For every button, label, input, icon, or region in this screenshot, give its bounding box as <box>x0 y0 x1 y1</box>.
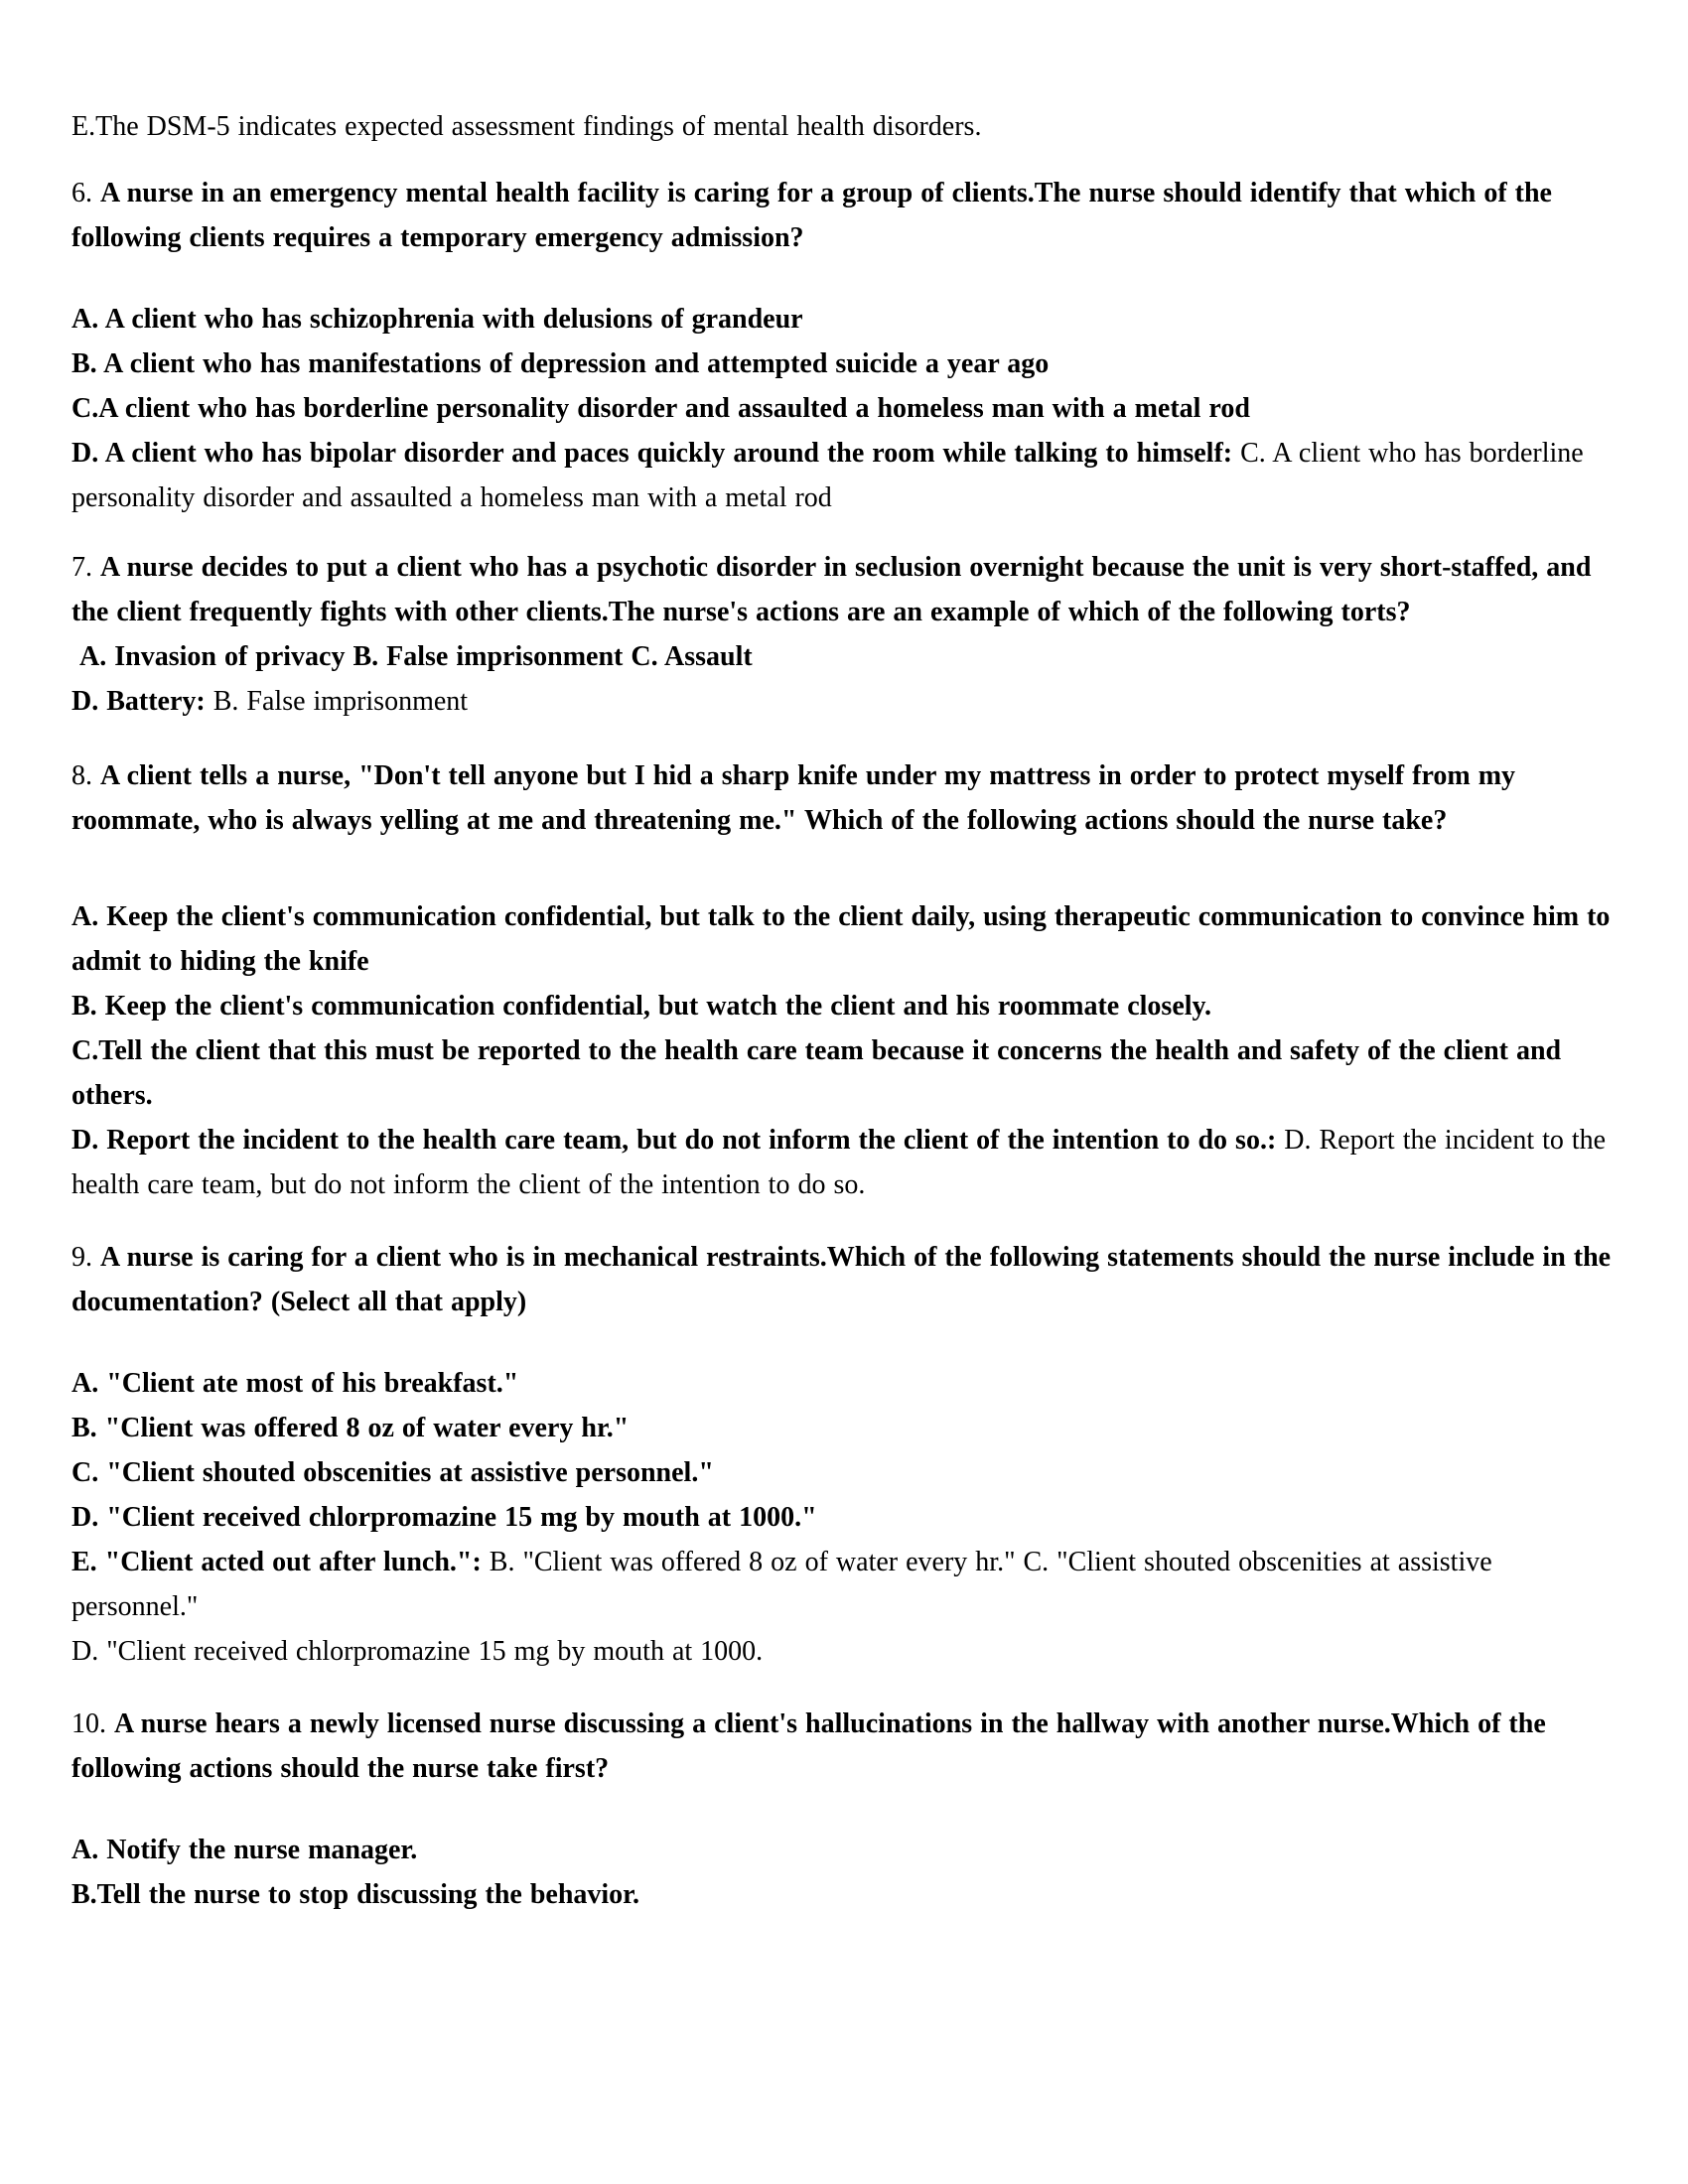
question-7-line-2 <box>71 634 1620 679</box>
question-9-options-line-4 <box>71 1495 1620 1540</box>
question-9-stem <box>71 1235 1628 1324</box>
question-9-stem-line-1 <box>71 1235 1620 1324</box>
text-segment: B. False imprisonment <box>205 686 469 717</box>
text-segment: B. "Client was offered 8 oz of water every hr." C. "Client shouted obscenities at assistive personnel." <box>71 1547 1500 1622</box>
bold-text-segment: B. "Client was offered 8 oz of water every hr." <box>71 1413 630 1443</box>
bold-text-segment: A. Keep the client's communication confidential, but talk to the client daily, using therapeutic communication to convince him to admit to hiding the knife <box>71 901 1618 977</box>
bold-text-segment: D. "Client received chlorpromazine 15 mg by mouth at 1000." <box>71 1502 817 1533</box>
bold-text-segment: A. "Client ate most of his breakfast." <box>71 1368 519 1399</box>
question-6-options-line-4 <box>71 431 1620 520</box>
bold-text-segment: B. Keep the client's communication confidential, but watch the client and his roommate closely. <box>71 991 1211 1022</box>
bold-text-segment: A client tells a nurse, "Don't tell anyone but I hid a sharp knife under my mattress in order to protect myself from my roommate, who is always yelling at me and threatening me." Which of the following actions should the nurse take? <box>71 760 1524 836</box>
text-segment: 7. <box>71 552 100 583</box>
bold-text-segment: D. Report the incident to the health care team, but do not inform the client of the intention to do so.: <box>71 1125 1277 1156</box>
question-8-options-line-2 <box>71 984 1620 1028</box>
question-7-line-1 <box>71 545 1620 634</box>
bold-text-segment: B.Tell the nurse to stop discussing the behavior. <box>71 1879 640 1910</box>
question-9-options <box>71 1361 1628 1674</box>
question-8-options-line-4 <box>71 1118 1620 1207</box>
bold-text-segment: D. Battery: <box>71 686 206 717</box>
question-10-options-line-1 <box>71 1828 1620 1872</box>
text-segment: 10. <box>71 1708 114 1739</box>
question-6-options-line-3 <box>71 386 1620 431</box>
question-10-options <box>71 1828 1628 1917</box>
question-9-options-line-6 <box>71 1629 1620 1674</box>
question-6-stem-line-1 <box>71 171 1620 260</box>
question-6-stem <box>71 171 1628 260</box>
bold-text-segment: C.A client who has borderline personality disorder and assaulted a homeless man with a metal rod <box>71 393 1250 424</box>
question-7 <box>71 545 1628 724</box>
question-10-stem <box>71 1702 1628 1791</box>
text-segment: C. A client who has borderline personality disorder and assaulted a homeless man with a metal rod <box>71 438 1592 513</box>
text-segment: D. Report the incident to the health care team, but do not inform the client of the intention to do so. <box>71 1125 1615 1200</box>
text-segment: D. "Client received chlorpromazine 15 mg by mouth at 1000. <box>71 1636 764 1667</box>
question-7-line-3 <box>71 679 1620 724</box>
bold-text-segment: A. Invasion of privacy B. False imprisonment C. Assault <box>71 641 753 672</box>
answer-line-e <box>71 104 1628 149</box>
bold-text-segment: D. A client who has bipolar disorder and paces quickly around the room while talking to himself: <box>71 438 1233 469</box>
question-8-options <box>71 894 1628 1207</box>
question-6-options-line-2 <box>71 341 1620 386</box>
question-9-options-line-1 <box>71 1361 1620 1406</box>
bold-text-segment: A nurse hears a newly licensed nurse discussing a client's hallucinations in the hallway with another nurse.Which of the following actions should the nurse take first? <box>71 1708 1554 1784</box>
bold-text-segment: A nurse in an emergency mental health facility is caring for a group of clients.The nurse should identify that which of the following clients requires a temporary emergency admission? <box>71 178 1560 253</box>
text-segment: 9. <box>71 1242 100 1273</box>
answer-line-e-line-1 <box>71 104 1620 149</box>
bold-text-segment: A. Notify the nurse manager. <box>71 1835 418 1865</box>
bold-text-segment: C. "Client shouted obscenities at assistive personnel." <box>71 1457 714 1488</box>
bold-text-segment: A. A client who has schizophrenia with delusions of grandeur <box>71 304 803 335</box>
text-segment: 8. <box>71 760 100 791</box>
bold-text-segment: E. "Client acted out after lunch.": <box>71 1547 482 1577</box>
question-9-options-line-5 <box>71 1540 1620 1629</box>
question-8-stem-line-1 <box>71 753 1620 843</box>
question-8-options-line-3 <box>71 1028 1620 1118</box>
bold-text-segment: A nurse is caring for a client who is in mechanical restraints.Which of the following statements should the nurse include in the documentation? (Select all that apply) <box>71 1242 1619 1317</box>
question-8-options-line-1 <box>71 894 1620 984</box>
bold-text-segment: A nurse decides to put a client who has a psychotic disorder in seclusion overnight because the unit is very short-staffed, and the client frequently fights with other clients.The nurse's actions are an example of which of the following torts? <box>71 552 1600 627</box>
question-6-options-line-1 <box>71 297 1620 341</box>
bold-text-segment: C.Tell the client that this must be reported to the health care team because it concerns the health and safety of the client and others. <box>71 1035 1570 1111</box>
question-6-options <box>71 297 1628 520</box>
text-segment: 6. <box>71 178 100 208</box>
question-10-options-line-2 <box>71 1872 1620 1917</box>
bold-text-segment: B. A client who has manifestations of depression and attempted suicide a year ago <box>71 348 1050 379</box>
question-9-options-line-2 <box>71 1406 1620 1450</box>
text-segment: E.The DSM-5 indicates expected assessment findings of mental health disorders. <box>71 111 982 142</box>
question-10-stem-line-1 <box>71 1702 1620 1791</box>
question-9-options-line-3 <box>71 1450 1620 1495</box>
question-8-stem <box>71 753 1628 843</box>
